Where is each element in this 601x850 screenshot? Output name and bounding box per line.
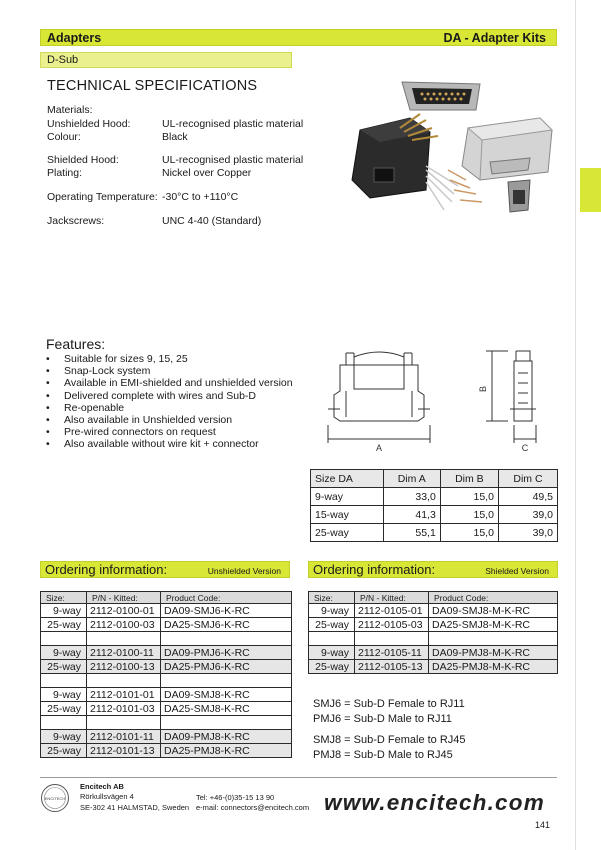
shielded-hood-image — [448, 118, 552, 212]
table-cell: 15-way — [311, 506, 384, 524]
size-cell: 25-way — [41, 660, 87, 674]
table-header-row — [309, 592, 558, 604]
column-header: Dim C — [498, 470, 557, 488]
subheader-label: D-Sub — [47, 54, 79, 66]
column-header: Size DA — [311, 470, 384, 488]
code-legend-note: SMJ8 = Sub-D Female to RJ45 — [313, 734, 466, 746]
column-header: Product Code: — [429, 592, 558, 604]
features-list — [46, 353, 293, 451]
tech-spec-title: TECHNICAL SPECIFICATIONS — [47, 78, 258, 94]
size-cell: 25-way — [41, 744, 87, 758]
table-row — [41, 744, 292, 758]
table-row — [41, 604, 292, 618]
table-row — [309, 646, 558, 660]
ordering-unshielded-table — [40, 591, 292, 758]
feature-item: • Pre-wired connectors on request — [46, 426, 293, 438]
spacer-row — [41, 632, 292, 646]
dsub-connector-image — [402, 82, 480, 110]
table-row — [41, 646, 292, 660]
company-logo — [40, 783, 70, 813]
table-cell: 15,0 — [440, 524, 498, 542]
header-category: Adapters — [47, 31, 102, 45]
dimension-table — [310, 469, 558, 542]
pn-cell: 2112-0105-11 — [355, 646, 429, 660]
table-cell: 33,0 — [383, 488, 440, 506]
feature-item: • Available in EMI-shielded and unshielded version — [46, 377, 293, 389]
spec-value: UNC 4-40 (Standard) — [162, 215, 262, 227]
ordering-unshielded-bar — [40, 561, 290, 578]
size-cell: 9-way — [41, 688, 87, 702]
feature-item: • Suitable for sizes 9, 15, 25 — [46, 353, 293, 365]
section-tab-marker — [580, 168, 601, 212]
size-cell: 9-way — [41, 730, 87, 744]
code-legend-note: PMJ6 = Sub-D Male to RJ11 — [313, 713, 452, 725]
table-row — [41, 660, 292, 674]
dim-a-label: A — [375, 443, 383, 453]
pn-cell: 2112-0101-13 — [87, 744, 161, 758]
product-code-cell: DA09-PMJ8-K-RC — [161, 730, 292, 744]
pn-cell: 2112-0100-01 — [87, 604, 161, 618]
table-header-row — [41, 592, 292, 604]
spec-value: UL-recognised plastic material — [162, 154, 304, 166]
header-bar — [40, 29, 557, 46]
address-city: SE-302 41 HALMSTAD, Sweden — [80, 802, 190, 812]
table-row — [309, 604, 558, 618]
spec-value: UL-recognised plastic material — [162, 118, 304, 130]
product-code-cell: DA25-SMJ6-K-RC — [161, 618, 292, 632]
pn-cell: 2112-0105-13 — [355, 660, 429, 674]
spec-label: Plating: — [47, 167, 83, 179]
table-header-row — [311, 470, 558, 488]
spec-label: Operating Temperature: — [47, 191, 158, 203]
table-cell: 55,1 — [383, 524, 440, 542]
product-code-cell: DA09-SMJ8-M-K-RC — [429, 604, 558, 618]
spacer-row — [41, 674, 292, 688]
size-cell: 9-way — [41, 604, 87, 618]
table-row — [41, 730, 292, 744]
table-cell: 15,0 — [440, 506, 498, 524]
dim-c-label: C — [521, 443, 529, 453]
column-header: Dim B — [440, 470, 498, 488]
product-photo — [330, 70, 574, 240]
ordering-title: Ordering information: — [45, 562, 168, 577]
page-edge-line — [575, 0, 576, 850]
footer-divider — [40, 777, 557, 778]
code-legend-note: SMJ6 = Sub-D Female to RJ11 — [313, 698, 465, 710]
spec-label: Unshielded Hood: — [47, 118, 131, 130]
column-header: Size: — [41, 592, 87, 604]
product-code-cell: DA09-PMJ8-M-K-RC — [429, 646, 558, 660]
table-cell: 39,0 — [498, 506, 557, 524]
phone: Tel: +46-(0)35-15 13 90 — [196, 793, 275, 802]
spec-value: Nickel over Copper — [162, 167, 252, 179]
version-label: Shielded Version — [485, 566, 549, 576]
subheader-bar — [40, 52, 292, 68]
address-street: Rörkullsvägen 4 — [80, 792, 134, 802]
table-row — [311, 506, 558, 524]
company-name: Encitech AB — [80, 782, 124, 791]
size-cell: 25-way — [309, 618, 355, 632]
product-code-cell: DA25-PMJ8-K-RC — [161, 744, 292, 758]
column-header: P/N - Kitted: — [355, 592, 429, 604]
dimension-drawing — [318, 343, 558, 458]
table-row — [311, 488, 558, 506]
pn-cell: 2112-0100-13 — [87, 660, 161, 674]
product-code-cell: DA09-SMJ8-K-RC — [161, 688, 292, 702]
pn-cell: 2112-0105-03 — [355, 618, 429, 632]
column-header: Product Code: — [161, 592, 292, 604]
table-cell: 15,0 — [440, 488, 498, 506]
size-cell: 25-way — [309, 660, 355, 674]
pn-cell: 2112-0101-03 — [87, 702, 161, 716]
column-header: P/N - Kitted: — [87, 592, 161, 604]
spec-value: -30°C to +110°C — [162, 191, 239, 203]
dim-b-label: B — [478, 385, 488, 393]
column-header: Dim A — [383, 470, 440, 488]
company-contact — [196, 793, 309, 814]
table-row — [309, 660, 558, 674]
pn-cell: 2112-0105-01 — [355, 604, 429, 618]
size-cell: 25-way — [41, 618, 87, 632]
feature-item: • Snap-Lock system — [46, 365, 293, 377]
table-row — [41, 688, 292, 702]
product-code-cell: DA25-SMJ8-M-K-RC — [429, 618, 558, 632]
pn-cell: 2112-0101-11 — [87, 730, 161, 744]
feature-item: • Re-openable — [46, 402, 293, 414]
table-cell: 41,3 — [383, 506, 440, 524]
column-header: Size: — [309, 592, 355, 604]
version-label: Unshielded Version — [207, 566, 281, 576]
spacer-row — [41, 716, 292, 730]
header-product-family: DA - Adapter Kits — [443, 31, 546, 45]
spec-label: Jackscrews: — [47, 215, 105, 227]
spec-label: Shielded Hood: — [47, 154, 119, 166]
table-cell: 9-way — [311, 488, 384, 506]
ordering-shielded-table — [308, 591, 558, 674]
feature-item: • Also available without wire kit + connector — [46, 438, 293, 450]
pn-cell: 2112-0101-01 — [87, 688, 161, 702]
code-legend-note: PMJ8 = Sub-D Male to RJ45 — [313, 749, 453, 761]
table-cell: 39,0 — [498, 524, 557, 542]
table-row — [41, 702, 292, 716]
product-code-cell: DA09-SMJ6-K-RC — [161, 604, 292, 618]
size-cell: 9-way — [41, 646, 87, 660]
product-code-cell: DA09-PMJ6-K-RC — [161, 646, 292, 660]
pn-cell: 2112-0100-03 — [87, 618, 161, 632]
product-code-cell: DA25-PMJ8-M-K-RC — [429, 660, 558, 674]
product-code-cell: DA25-PMJ6-K-RC — [161, 660, 292, 674]
spacer-row — [309, 632, 558, 646]
size-cell: 25-way — [41, 702, 87, 716]
features-title: Features: — [46, 336, 106, 352]
ordering-shielded-bar — [308, 561, 558, 578]
product-code-cell: DA25-SMJ8-K-RC — [161, 702, 292, 716]
website-link[interactable]: www.encitech.com — [324, 790, 545, 815]
ordering-title: Ordering information: — [313, 562, 436, 577]
feature-item: • Also available in Unshielded version — [46, 414, 293, 426]
email-link[interactable]: e-mail: connectors@encitech.com — [196, 803, 310, 813]
spec-label: Colour: — [47, 131, 81, 143]
table-row — [311, 524, 558, 542]
size-cell: 9-way — [309, 604, 355, 618]
table-cell: 49,5 — [498, 488, 557, 506]
feature-item: • Delivered complete with wires and Sub-D — [46, 390, 293, 402]
table-cell: 25-way — [311, 524, 384, 542]
table-row — [41, 618, 292, 632]
materials-label: Materials: — [47, 104, 93, 116]
logo-text: ENCITECH — [44, 796, 66, 801]
black-hood-image — [352, 114, 458, 210]
table-row — [309, 618, 558, 632]
page-number: 141 — [535, 820, 551, 830]
size-cell: 9-way — [309, 646, 355, 660]
pn-cell: 2112-0100-11 — [87, 646, 161, 660]
spec-value: Black — [162, 131, 188, 143]
company-address — [80, 782, 189, 813]
